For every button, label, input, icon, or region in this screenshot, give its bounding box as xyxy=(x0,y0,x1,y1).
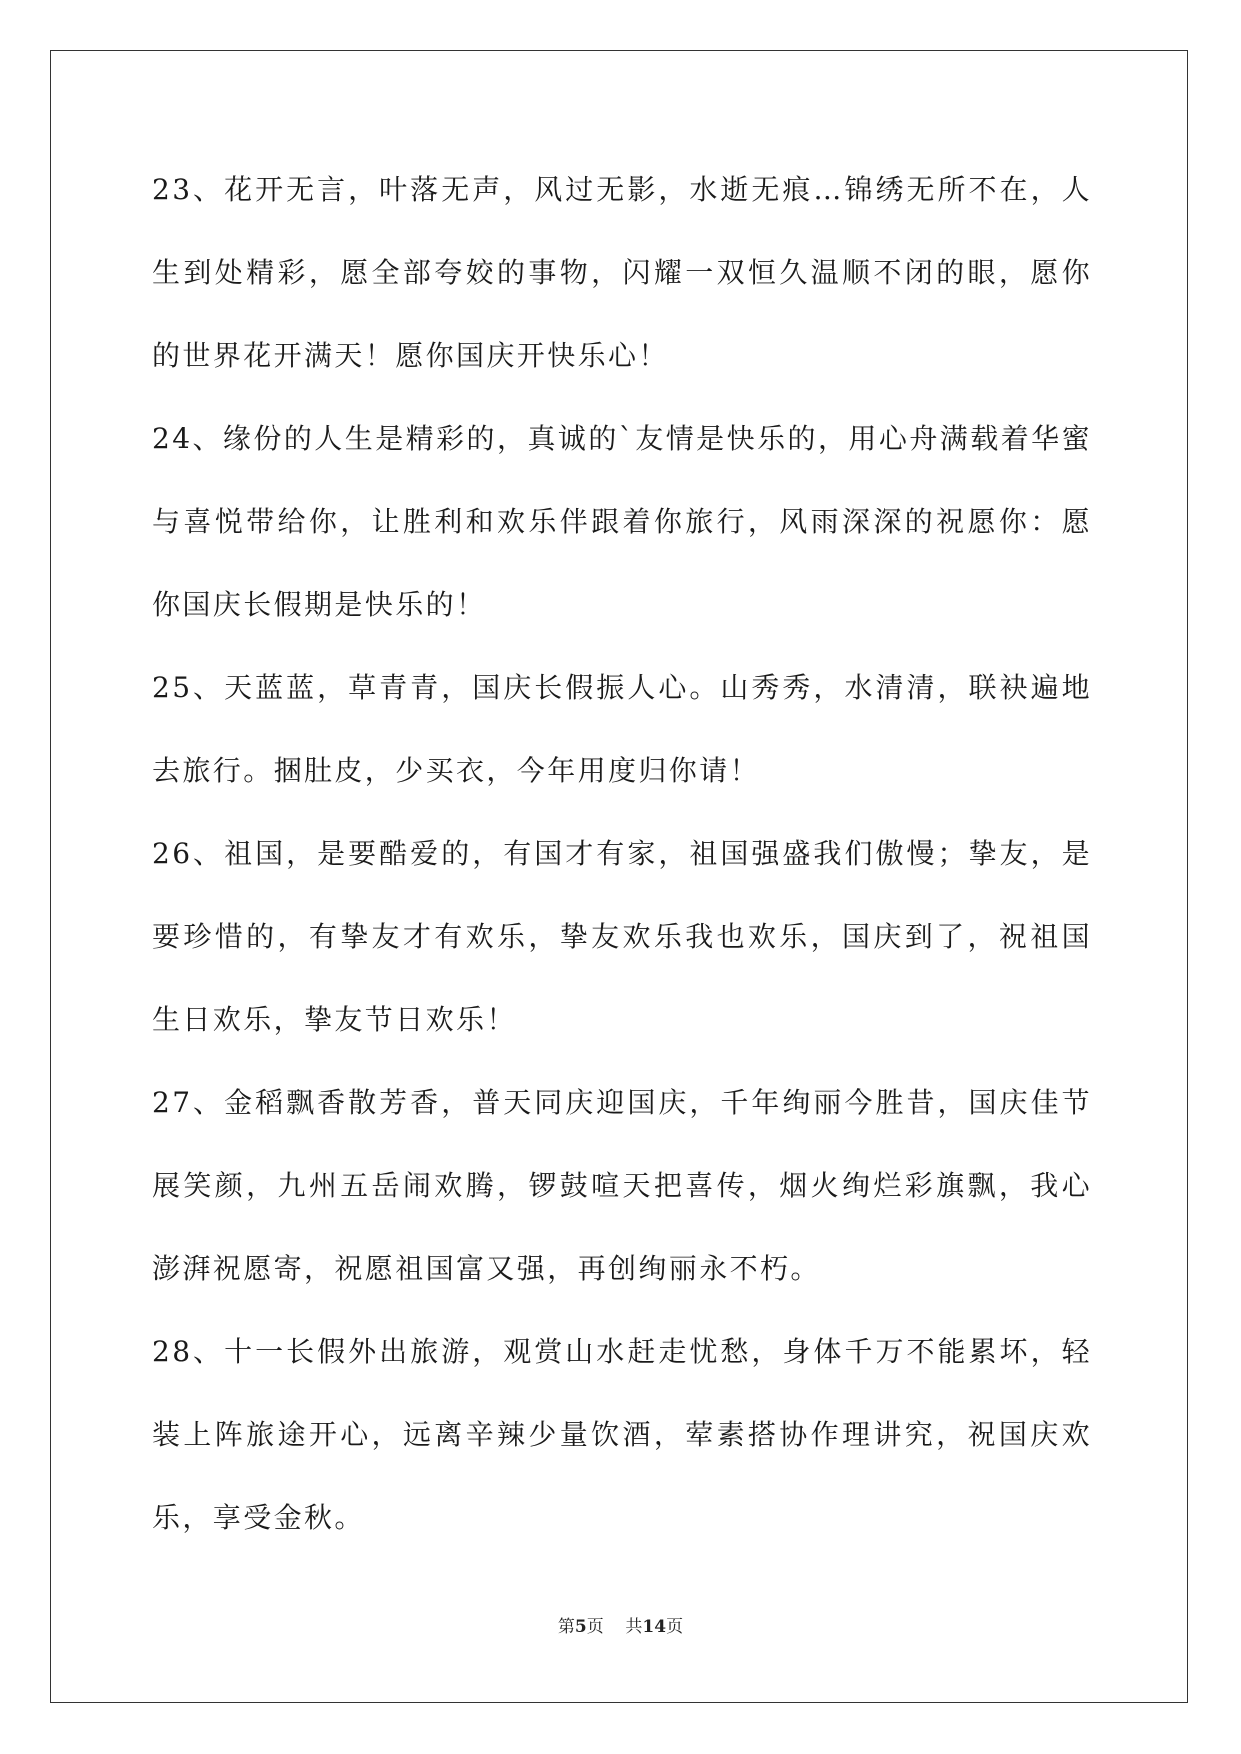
total-pages-number: 14 xyxy=(642,1617,667,1637)
paragraph-28: 28、十一长假外出旅游，观赏山水赶走忧愁，身体千万不能累坏，轻装上阵旅途开心，远离辛辣少量饮酒，荤素搭协作理讲究，祝国庆欢乐，享受金秋。 xyxy=(152,1335,1092,1534)
footer-prefix: 第 xyxy=(557,1617,575,1637)
footer-middle: 页 共 xyxy=(586,1617,643,1637)
current-page-number: 5 xyxy=(574,1617,587,1637)
paragraph-27: 27、金稻飘香散芳香，普天同庆迎国庆，千年绚丽今胜昔，国庆佳节展笑颜，九州五岳闹欢腾，锣鼓喧天把喜传，烟火绚烂彩旗飘，我心澎湃祝愿寄，祝愿祖国富又强，再创绚丽永不朽。 xyxy=(152,1086,1092,1285)
page-footer xyxy=(0,1612,1241,1637)
footer-suffix: 页 xyxy=(666,1617,684,1637)
document-body xyxy=(152,148,1092,1559)
paragraph-26: 26、祖国，是要酷爱的，有国才有家，祖国强盛我们傲慢；挚友，是要珍惜的，有挚友才有欢乐，挚友欢乐我也欢乐，国庆到了，祝祖国生日欢乐，挚友节日欢乐！ xyxy=(152,837,1092,1036)
paragraph-24: 24、缘份的人生是精彩的，真诚的`友情是快乐的，用心舟满载着华蜜与喜悦带给你，让胜利和欢乐伴跟着你旅行，风雨深深的祝愿你：愿你国庆长假期是快乐的！ xyxy=(152,422,1092,621)
paragraph-25: 25、天蓝蓝，草青青，国庆长假振人心。山秀秀，水清清，联袂遍地去旅行。捆肚皮，少买衣，今年用度归你请！ xyxy=(152,671,1092,787)
paragraph-23: 23、花开无言，叶落无声，风过无影，水逝无痕…锦绣无所不在，人生到处精彩，愿全部夸姣的事物，闪耀一双恒久温顺不闭的眼，愿你的世界花开满天！愿你国庆开快乐心！ xyxy=(152,173,1092,372)
